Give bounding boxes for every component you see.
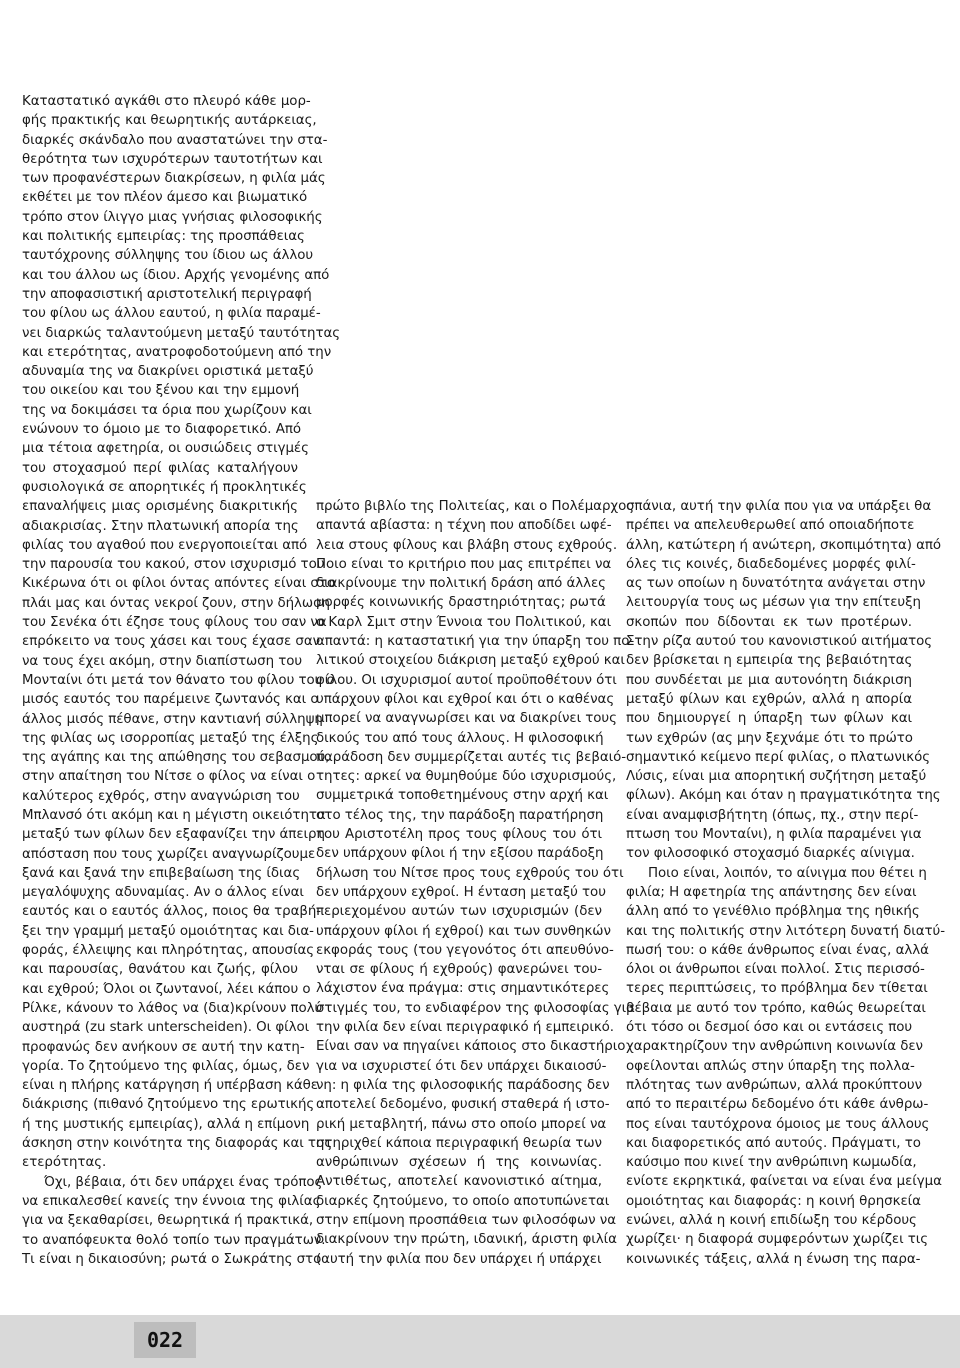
text-line: μισός εαυτός του παρέμεινε ζωντανός και ο [22, 692, 319, 708]
text-line: της αγάπης και της απώθησης του σεβασμού, [22, 750, 330, 766]
text-line: άλλος μισός πέθανε, στην καντιανή σύλληψη [22, 711, 323, 727]
text-line: για να ξεκαθαρίσει, θεωρητικά ή πρακτικά, [22, 1213, 314, 1229]
text-line: που δημιουργεί η ύπαρξη των φίλων και [626, 711, 912, 727]
text-line: και του άλλου ως ίδιου. Αρχής γενομένης από [22, 267, 330, 283]
text-line: σημαντικό κείμενο περί φιλίας, ο πλατωνικός [626, 749, 931, 765]
text-line: ας των οποίων η δυνατότητα ανάγεται στην [626, 576, 926, 592]
text-line: καύσιμο που κινεί την ανθρώπινη κωμωδία, [626, 1155, 917, 1171]
text-line: αδιακρισίας. Στην πλατωνική απορία της [22, 518, 299, 534]
text-line: του φίλου ως άλλου εαυτού, η φιλία παραμέ- [22, 306, 321, 322]
text-line: φιλία; Η αφετηρία της απάντησης δεν είναι [626, 884, 917, 900]
text-line: αυστηρά (zu stark unterscheiden). Οι φίλοι [22, 1020, 310, 1036]
text-line: Ρίλκε, κάνουν το λάθος να (δια)κρίνουν πολύ [22, 1000, 323, 1016]
text-line: άλλη από το γενέθλιο πρόβλημα της ηθικής [626, 904, 920, 920]
text-line: καλύτερος εχθρός, στην αναγνώριση του [22, 788, 300, 804]
text-line: και παρουσίας, θανάτου και ζωής, φίλου [22, 962, 298, 978]
paragraph [316, 497, 635, 1269]
text-line: του Αριστοτέλη προς τους φίλους του ότι [316, 827, 602, 843]
text-line: ή της μυστικής εμπειρίας), αλλά η επίμονη [22, 1116, 310, 1132]
text-line: πτωση του Μονταίνι), η φιλία παραμένει για [626, 827, 922, 843]
text-line: της φιλίας ως ισορροπίας μεταξύ της έλξης [22, 730, 319, 746]
text-line: διαρκές ζητούμενο, το οποίο αποτυπώνεται [316, 1193, 610, 1209]
text-line: απόσταση που τους χωρίζει αναγνωρίζουμε [22, 846, 316, 862]
text-line: πλάι μας και όντας νεκροί ζουν, στην δήλωση [22, 595, 330, 611]
text-line: φυσιολογικά σε απορητικές ή προκλητικές [22, 479, 307, 495]
text-line: ανθρώπινων σχέσεων ή της κοινωνίας. [316, 1155, 602, 1171]
page-number: 022 [146, 1328, 184, 1352]
text-line: διαρκές σκάνδαλο που αναστατώνει την στα- [22, 132, 328, 148]
text-line: φίλου. Οι ισχυρισμοί αυτοί προϋποθέτουν ότι [316, 672, 617, 688]
text-line: δικούς του από τους άλλους. Η φιλοσοφική [316, 730, 604, 746]
text-line: εκφοράς τους (του γεγονότος ότι απευθύνο- [316, 942, 614, 958]
paragraph [626, 864, 945, 1269]
text-line: του Σενέκα ότι έζησε τους φίλους του σαν να [22, 615, 327, 631]
text-line: άλλη, κατώτερη ή ανώτερη, σκοπιμότητα) από [626, 537, 942, 553]
text-line: την φιλία δεν είναι περιγραφικό ή εμπειρικό. [316, 1020, 615, 1036]
text-line: το αναπόφευκτα θολό τοπίο των πραγμάτων. [22, 1232, 326, 1248]
text-line: την αποφασιστική αριστοτελική περιγραφή [22, 286, 312, 302]
text-line: ενώνει, αλλά η κοινή επιδίωξη του κέρδους [626, 1212, 917, 1228]
text-line: υπάρχουν φίλοι και εχθροί και ότι ο καθένας [316, 691, 615, 707]
text-line: στην επίμονη προσπάθεια των φιλοσόφων να [316, 1212, 616, 1228]
text-line: ο Καρλ Σμιτ στην Έννοια του Πολιτικού, και [316, 614, 612, 630]
text-line: φιλίας του αγαθού που ενεργοποιείται από [22, 537, 308, 553]
text-line: σπάνια, αυτή την φιλία που για να υπάρξει θα [626, 499, 932, 514]
text-line: νται σε φίλους ή εχθρούς) φανερώνει του- [316, 962, 602, 978]
text-line: τον φιλοσοφικό στοχασμό διαρκές αίνιγμα. [626, 846, 915, 862]
text-line: οφείλονται απλώς στην ύπαρξη της πολλα- [626, 1058, 915, 1074]
text-line: της να δοκιμάσει τα όρια που χωρίζουν και [22, 402, 312, 418]
text-line: ομοιότητας και διαφοράς: η κοινή θρησκεία [626, 1193, 921, 1209]
text-line: ξει την γραμμή μεταξύ ομοιότητας και δια- [22, 923, 314, 939]
text-line: χωρίζει· η διαφορά συμφερόντων χωρίζει τις [626, 1232, 929, 1248]
text-line: διακρίνουν την πρώτη, ιδανική, άριστη φιλία [316, 1232, 617, 1248]
text-line: χαρακτηρίζουν την ανθρώπινη κοινωνία δεν [626, 1039, 923, 1055]
text-line: τερες περιπτώσεις, το πρόβλημα δεν τίθεται [626, 981, 928, 997]
text-line: μεταξύ φίλων και εχθρών, αλλά η απορία [626, 691, 912, 707]
text-line: στην απαίτηση του Νίτσε ο φίλος να είναι ο [22, 769, 316, 785]
text-line: αποτελεί δεδομένο, φυσική σταθερά ή ιστο- [316, 1097, 610, 1113]
text-line: (αυτή την φιλία που δεν υπάρχει ή υπάρχει [316, 1251, 602, 1267]
text-line: γορία. Το ζητούμενο της φιλίας, όμως, δεν [22, 1058, 310, 1074]
text-line: των προφανέστερων διακρίσεων, η φιλία μάς [22, 171, 326, 187]
text-line: απαντά: η καταστατική για την ύπαρξη του πο- [316, 634, 635, 650]
text-line: σκοπών που δίδονται εκ των προτέρων. [626, 614, 912, 630]
text-line: ταυτόχρονης σύλληψης του ίδιου ως άλλου [22, 248, 314, 264]
text-line: νει διαρκώς ταλαντούμενη μεταξύ ταυτότητας [22, 325, 341, 341]
text-line: ενίοτε εκρηκτικά, φαίνεται να είναι ένα μείγμα [626, 1174, 942, 1190]
text-line: λειτουργία τους ως μέσων για την επίτευξη [626, 595, 921, 611]
text-line: και διαφορετικός από αυτούς. Πράγματι, το [626, 1135, 921, 1151]
text-line: αδυναμία της να διακρίνει οριστικά μεταξύ [22, 364, 314, 380]
text-line: επαναλήψεις μιας ορισμένης διακριτικής [22, 499, 298, 515]
text-line: μεταξύ των φίλων δεν εξαφανίζει την άπειρη [22, 827, 325, 843]
text-line: Καταστατικό αγκάθι στο πλευρό κάθε μορ- [22, 94, 311, 109]
text-line: Αντιθέτως, αποτελεί κανονιστικό αίτημα, [316, 1174, 602, 1190]
text-line: μια τέτοια αφετηρία, οι ουσιώδεις στιγμές [22, 441, 309, 457]
text-line: δεν υπάρχουν εχθροί. Η ένταση μεταξύ του [316, 884, 606, 900]
text-line: είναι η πλήρης κατάργηση ή υπέρβαση κάθε [22, 1078, 318, 1094]
text-line: εαυτός και ο εαυτός άλλος, ποιος θα τραβή- [22, 904, 322, 920]
text-line: Ποιο είναι, λοιπόν, το αίνιγμα που θέτει η [648, 865, 927, 881]
text-column-right [626, 497, 945, 1269]
text-line: από το περαιτέρω δεδομένο ότι κάθε άνθρω- [626, 1097, 929, 1113]
text-line: και πολιτικής εμπειρίας: της προσπάθειας [22, 229, 305, 245]
text-line: μεγαλόψυχης αδυναμίας. Αν ο άλλος είναι [22, 885, 304, 901]
text-line: ξανά και ξανά την επιβεβαίωση της ίδιας [22, 865, 301, 881]
text-line: Όχι, βέβαια, ότι δεν υπάρχει ένας τρόπος [44, 1174, 323, 1190]
text-line: Ποιο είναι το κριτήριο που μας επιτρέπει να [316, 556, 612, 572]
text-line: ετερότητας. [22, 1155, 107, 1171]
text-column-middle [316, 497, 635, 1269]
text-line: κοινωνικές τάξεις, αλλά η ένωση της παρα- [626, 1251, 921, 1267]
text-line: πλότητας των ανθρώπων, αλλά προκύπτουν [626, 1077, 923, 1093]
text-line: προφανώς δεν ανήκουν σε αυτή την κατη- [22, 1039, 305, 1055]
text-line: των εχθρών (ας μην ξεχνάμε ότι το πρώτο [626, 730, 913, 746]
paragraph [22, 1173, 326, 1269]
text-line: συμμετρικά τοποθετημένους στην αρχή και [316, 788, 609, 804]
text-line: φοράς, έλλειψης και πληρότητας, απουσίας [22, 943, 315, 959]
text-line: ότι τόσο οι δεσμοί όσο και οι εντάσεις που [626, 1020, 913, 1036]
text-line: τητες: αρκεί να θυμηθούμε δύο ισχυρισμούς, [316, 769, 617, 785]
text-line: μπορεί να αναγνωρίσει και να διακρίνει τους [316, 711, 617, 727]
text-line: δεν βρίσκεται η εμπειρία της βεβαιότητας [626, 653, 913, 669]
text-line: διακρίνουμε την πολιτική δράση από άλλες [316, 576, 606, 592]
text-line: και εχθρού; Όλοι οι ζωντανοί, λέει κάπου ο [22, 981, 311, 997]
text-line: Λύσις, είναι μια απορητική συζήτηση μεταξύ [626, 769, 927, 785]
text-line: και της πολιτικής στην λιτότερη δυνατή διατύ- [626, 923, 945, 939]
text-line: εκθέτει με τον πλέον άμεσο και βιωματικό [22, 190, 308, 206]
text-line: Είναι σαν να πηγαίνει κάποιος στο δικαστήριο [316, 1039, 626, 1055]
text-line: που συνδέεται με μια αυτονόητη διάκριση [626, 672, 912, 688]
text-line: να τους έχει ακόμη, στην διαπίστωση του [22, 653, 303, 669]
text-line: στιγμές του, το ενδιαφέρον της φιλοσοφίας για [316, 1000, 635, 1016]
text-line: για να ισχυριστεί ότι δεν υπάρχει δικαιοσύ- [316, 1058, 607, 1074]
text-line: του οικείου και του ξένου και την εμμονή [22, 383, 300, 399]
text-line: Κικέρωνα ότι οι φίλοι όντας απόντες είναι στο [22, 576, 336, 592]
text-line: Τι είναι η δικαιοσύνη; ρωτά ο Σωκράτης στο [22, 1251, 322, 1267]
text-line: ρική μεταβλητή, πάνω στο οποίο μπορεί να [316, 1116, 607, 1132]
text-line: και ετερότητας, ανατροφοδοτούμενη από την [22, 344, 332, 360]
text-line: Μπλανσό ότι ακόμη και η μέγιστη οικειότητα [22, 807, 326, 823]
text-line: πωσή του: ο κάθε άνθρωπος είναι ένας, αλλά [626, 942, 929, 958]
text-line: βέβαια με αυτό τον τρόπο, καθώς θεωρείται [626, 1000, 926, 1016]
text-line: είναι αναμφισβήτητη (όπως, πχ., στην περί- [626, 807, 919, 823]
text-line: στηριχθεί κάποια περιγραφική θεωρία των [316, 1135, 602, 1151]
text-line: επρόκειτο να τους χάσει και τους έχασε σαν [22, 634, 321, 650]
text-line: φής πρακτικής και θεωρητικής αυτάρκειας, [22, 113, 317, 129]
text-line: πρώτο βιβλίο της Πολιτείας, και ο Πολέμαρχος [316, 499, 635, 514]
text-column-left [22, 92, 341, 1269]
text-line: περιεχομένου αυτών των ισχυρισμών (δεν [316, 904, 602, 920]
text-line: διάκρισης (πιθανό ζητούμενο της ερωτικής [22, 1097, 315, 1113]
text-line: απαντά αβίαστα: η τέχνη που αποδίδει ωφέ- [316, 518, 612, 534]
text-line: Στην ρίζα αυτού του κανονιστικού αιτήματος [626, 634, 933, 650]
text-line: λεια στους φίλους και βλάβη στους εχθρούς. [316, 537, 618, 553]
text-line: άσκηση στην κοινότητα της διαφοράς και της [22, 1136, 333, 1152]
text-line: Μονταίνι ότι μετά τον θάνατο του φίλου του ο [22, 672, 335, 688]
text-line: λιτικού στοιχείου διάκριση μεταξύ εχθρού και [316, 653, 625, 669]
paragraph [22, 92, 341, 1173]
text-line: πος είναι ταυτόχρονα όμοιος με τους άλλους [626, 1116, 930, 1132]
text-line: την παρουσία του κακού, στον ισχυρισμό του [22, 557, 325, 573]
text-line: ενώνουν το όμοιο με το διαφορετικό. Από [22, 422, 301, 438]
text-line: φίλων). Ακόμη και όταν η πραγματικότητα της [626, 788, 941, 804]
text-line: δεν υπάρχουν φίλοι ή την εξίσου παράδοξη [316, 846, 604, 862]
text-line: νη: η φιλία της φιλοσοφικής παράδοσης δεν [316, 1077, 610, 1093]
text-line: παράδοση δεν συμμερίζεται αυτές τις βεβαιό- [316, 749, 627, 765]
text-line: να επικαλεσθεί κανείς την έννοια της φιλίας [22, 1193, 321, 1209]
text-line: λάχιστον ένα πράγμα: στις σημαντικότερες [316, 981, 610, 997]
text-line: τρόπο στον ίλιγγο μιας γνήσιας φιλοσοφικής [22, 209, 323, 225]
text-line: όλοι οι άνθρωποι είναι πολλοί. Στις περισσό- [626, 962, 925, 978]
text-line: δήλωση του Νίτσε προς τους εχθρούς του ότι [316, 865, 624, 881]
paragraph [626, 497, 942, 864]
text-line: υπάρχουν φίλοι ή εχθροί) και των συνθηκών [316, 923, 611, 939]
text-line: όλες τις κοινές, διαδεδομένες μορφές φιλί- [626, 556, 916, 572]
text-line: στο τέλος της, την παράδοξη παρατήρηση [316, 807, 604, 823]
text-line: θερότητα των ισχυρότερων ταυτοτήτων και [22, 151, 323, 167]
text-line: του στοχασμού περί φιλίας καταλήγουν [22, 460, 298, 476]
text-line: μορφές κοινωνικής δραστηριότητας; ρωτά [316, 595, 606, 611]
text-line: πρέπει να απελευθερωθεί από οποιαδήποτε [626, 518, 915, 534]
